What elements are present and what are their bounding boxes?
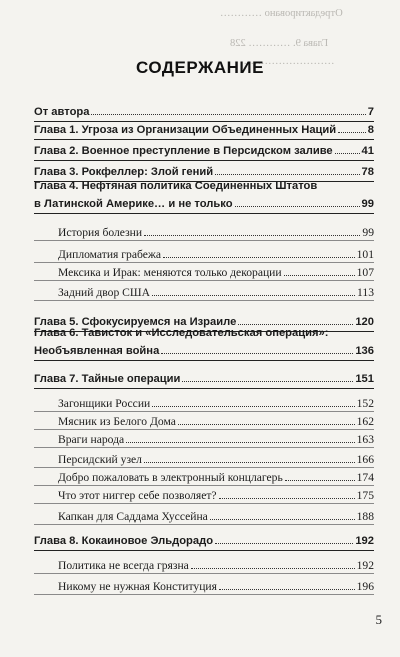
dot-leader	[126, 442, 354, 443]
dot-leader	[191, 568, 355, 569]
toc-entry-title: Добро пожаловать в электронный концлагерь	[58, 471, 283, 484]
toc-page-number: 188	[356, 510, 374, 523]
toc-section-entry[interactable]	[34, 266, 374, 281]
toc-chapter-entry[interactable]	[34, 535, 374, 551]
ghost-line: Отредактировано …………	[220, 8, 343, 19]
toc-page-number: 107	[356, 266, 374, 279]
toc-entry-title: Персидский узел	[58, 453, 142, 466]
toc-section-entry[interactable]	[34, 226, 374, 241]
toc-section-entry[interactable]	[34, 433, 374, 448]
toc-page-number: 192	[356, 559, 374, 572]
toc-page-number: 7	[367, 106, 374, 118]
toc-page-number: 163	[356, 433, 374, 446]
toc-page-number: 192	[355, 535, 374, 547]
toc-page-number: 196	[356, 580, 374, 593]
toc-section-entry[interactable]	[34, 286, 374, 301]
toc-entry-title: Никому не нужная Конституция	[58, 580, 217, 593]
toc-page-number: 8	[367, 124, 374, 136]
toc-chapter-title-line: Глава 4. Нефтяная политика Соединенных Штатов	[34, 180, 318, 192]
dot-leader	[284, 275, 355, 276]
dot-leader	[238, 324, 353, 325]
toc-entry-title: Задний двор США	[58, 286, 150, 299]
toc-page-number: 162	[356, 415, 374, 428]
toc-page-number: 41	[361, 145, 374, 157]
dot-leader	[152, 295, 355, 296]
toc-page-number: 99	[362, 226, 374, 239]
toc-entry-title: Дипломатия грабежа	[58, 248, 162, 261]
toc-chapter-entry[interactable]	[34, 106, 374, 122]
toc-section-entry[interactable]	[34, 580, 374, 595]
toc-section-entry[interactable]	[34, 510, 374, 525]
toc-entry-title: Глава 3. Рокфеллер: Злой гений	[34, 166, 214, 178]
toc-chapter-entry[interactable]	[34, 345, 374, 361]
toc-page-number: 101	[356, 248, 374, 261]
dot-leader	[210, 519, 355, 520]
toc-section-entry[interactable]	[34, 471, 374, 486]
dot-leader	[215, 543, 353, 544]
toc-section-entry[interactable]	[34, 453, 374, 468]
toc-entry-title: Капкан для Саддама Хуссейна	[58, 510, 208, 523]
toc-entry-title: Глава 8. Кокаиновое Эльдорадо	[34, 535, 214, 547]
toc-entry-title: Мясник из Белого Дома	[58, 415, 176, 428]
toc-page-number: 99	[361, 198, 374, 210]
toc-section-entry[interactable]	[34, 248, 374, 263]
toc-entry-title: Враги народа	[58, 433, 125, 446]
page-number: 5	[375, 612, 382, 627]
toc-entry-title: История болезни	[58, 226, 143, 239]
toc-section-entry[interactable]	[34, 397, 374, 412]
dot-leader	[163, 257, 355, 258]
dot-leader	[182, 381, 353, 382]
toc-page-number: 78	[361, 166, 374, 178]
toc-entry-title: Загонщики России	[58, 397, 151, 410]
dot-leader	[235, 206, 360, 207]
toc-entry-title: Глава 1. Угроза из Организации Объединенных Наций	[34, 124, 337, 136]
toc-entry-title: Мексика и Ирак: меняются только декорации	[58, 266, 282, 279]
dot-leader	[144, 462, 355, 463]
dot-leader	[144, 235, 360, 236]
toc-page-number: 174	[356, 471, 374, 484]
toc-page-number: 166	[356, 453, 374, 466]
dot-leader	[219, 589, 355, 590]
dot-leader	[335, 153, 360, 154]
ghost-line: ………………………	[240, 56, 335, 67]
dot-leader	[91, 114, 365, 115]
toc-entry-title: Глава 2. Военное преступление в Персидском заливе	[34, 145, 333, 157]
page-title: СОДЕРЖАНИЕ	[136, 58, 264, 77]
dot-leader	[219, 498, 355, 499]
dot-leader	[161, 353, 353, 354]
toc-entry-title: Необъявленная война	[34, 345, 160, 357]
toc-chapter-title-line: Глава 6. Тависток и «Исследовательская операция»:	[34, 327, 329, 339]
toc-entry-title: в Латинской Америке… и не только	[34, 198, 233, 210]
toc-section-entry[interactable]	[34, 415, 374, 430]
toc-page-number: 175	[356, 489, 374, 502]
toc-entry-title: Политика не всегда грязна	[58, 559, 189, 572]
dot-leader	[338, 132, 366, 133]
toc-chapter-entry[interactable]	[34, 373, 374, 389]
toc-page-number: 113	[357, 286, 374, 299]
toc-page-number: 136	[355, 345, 374, 357]
dot-leader	[178, 424, 355, 425]
toc-page-number: 152	[356, 397, 374, 410]
toc-section-entry[interactable]	[34, 489, 374, 504]
toc-entry-title: Глава 5. Сфокусируемся на Израиле	[34, 316, 237, 328]
dot-leader	[215, 174, 359, 175]
toc-entry-title: Глава 7. Тайные операции	[34, 373, 181, 385]
toc-chapter-entry[interactable]	[34, 124, 374, 140]
toc-page-number: 120	[355, 316, 374, 328]
ghost-line: Глава 9. ………… 228	[230, 38, 329, 49]
dot-leader	[152, 406, 354, 407]
dot-leader	[285, 480, 355, 481]
toc-chapter-entry[interactable]	[34, 145, 374, 161]
toc-page-number: 151	[355, 373, 374, 385]
toc-entry-title: Что этот ниггер себе позволяет?	[58, 489, 217, 502]
toc-entry-title: От автора	[34, 106, 90, 118]
toc-section-entry[interactable]	[34, 559, 374, 574]
toc-chapter-entry[interactable]	[34, 198, 374, 214]
